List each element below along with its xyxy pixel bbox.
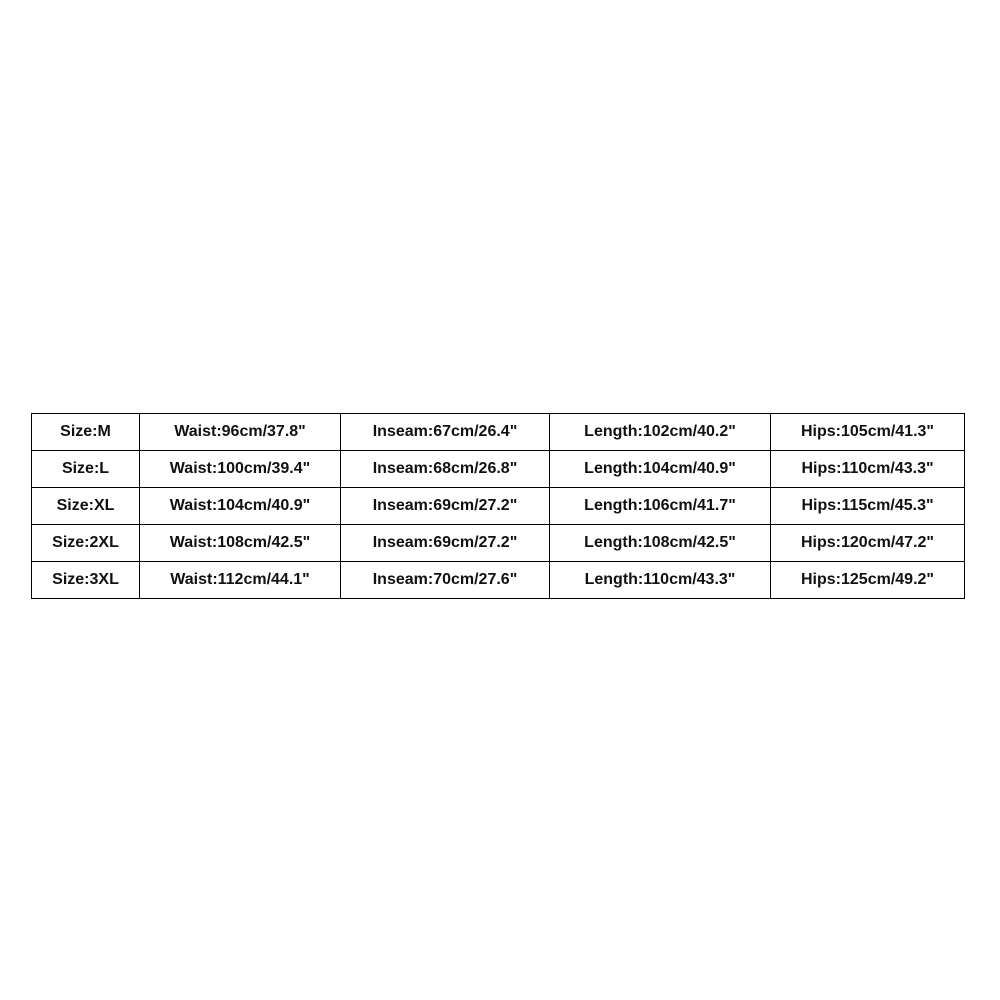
waist-cell: Waist:104cm/40.9" [140,488,341,525]
size-cell: Size:L [32,451,140,488]
length-cell: Length:108cm/42.5" [550,525,771,562]
hips-cell: Hips:110cm/43.3" [771,451,965,488]
table-row [32,562,965,599]
inseam-cell: Inseam:69cm/27.2" [341,525,550,562]
size-chart-table [31,413,965,599]
size-cell: Size:2XL [32,525,140,562]
length-cell: Length:106cm/41.7" [550,488,771,525]
size-chart-body [32,414,965,599]
inseam-cell: Inseam:69cm/27.2" [341,488,550,525]
inseam-cell: Inseam:67cm/26.4" [341,414,550,451]
waist-cell: Waist:100cm/39.4" [140,451,341,488]
size-cell: Size:3XL [32,562,140,599]
length-cell: Length:102cm/40.2" [550,414,771,451]
hips-cell: Hips:125cm/49.2" [771,562,965,599]
table-row [32,488,965,525]
table-row [32,525,965,562]
hips-cell: Hips:120cm/47.2" [771,525,965,562]
hips-cell: Hips:115cm/45.3" [771,488,965,525]
length-cell: Length:110cm/43.3" [550,562,771,599]
size-cell: Size:M [32,414,140,451]
waist-cell: Waist:112cm/44.1" [140,562,341,599]
waist-cell: Waist:108cm/42.5" [140,525,341,562]
length-cell: Length:104cm/40.9" [550,451,771,488]
table-row [32,414,965,451]
size-cell: Size:XL [32,488,140,525]
hips-cell: Hips:105cm/41.3" [771,414,965,451]
waist-cell: Waist:96cm/37.8" [140,414,341,451]
inseam-cell: Inseam:70cm/27.6" [341,562,550,599]
inseam-cell: Inseam:68cm/26.8" [341,451,550,488]
table-row [32,451,965,488]
